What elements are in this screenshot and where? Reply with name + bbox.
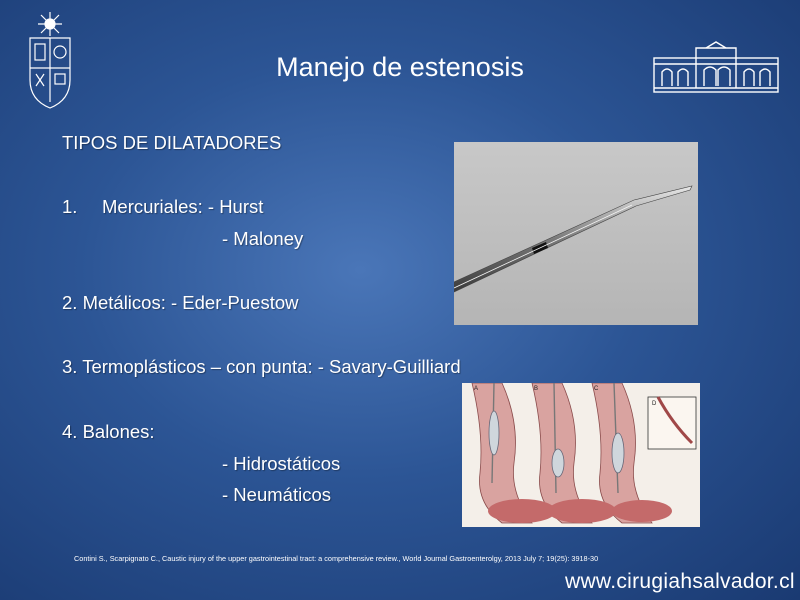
list-item: 2. Metálicos: - Eder-Puestow <box>62 292 299 313</box>
panel-label: B <box>534 386 539 392</box>
panel-label: D <box>652 401 657 407</box>
list-item: 3. Termoplásticos – con punta: - Savary-Guilliard <box>62 356 461 377</box>
list-item: - Maloney <box>222 228 304 249</box>
list-item: - Neumáticos <box>222 484 331 505</box>
panel-label: C <box>594 386 599 392</box>
list-item <box>62 196 263 218</box>
citation: Contini S., Scarpignato C., Caustic injury of the upper gastrointestinal tract: a comprehensive review., World Journal Gastroenterolgy, 2013 July 7; 19(25): 3918-30 <box>74 554 599 563</box>
panel-label: A <box>474 386 479 392</box>
section-heading: TIPOS DE DILATADORES <box>62 132 282 153</box>
list-number: 1. <box>62 196 78 217</box>
website-url[interactable]: www.cirugiahsalvador.cl <box>565 570 795 593</box>
dilator-photo <box>454 142 698 325</box>
balloon-dilation-illustration <box>462 383 700 527</box>
slide-title: Manejo de estenosis <box>276 52 524 82</box>
list-item: 4. Balones: <box>62 421 155 442</box>
list-item-text: Mercuriales: - Hurst <box>102 196 264 217</box>
list-item: - Hidrostáticos <box>222 453 341 474</box>
